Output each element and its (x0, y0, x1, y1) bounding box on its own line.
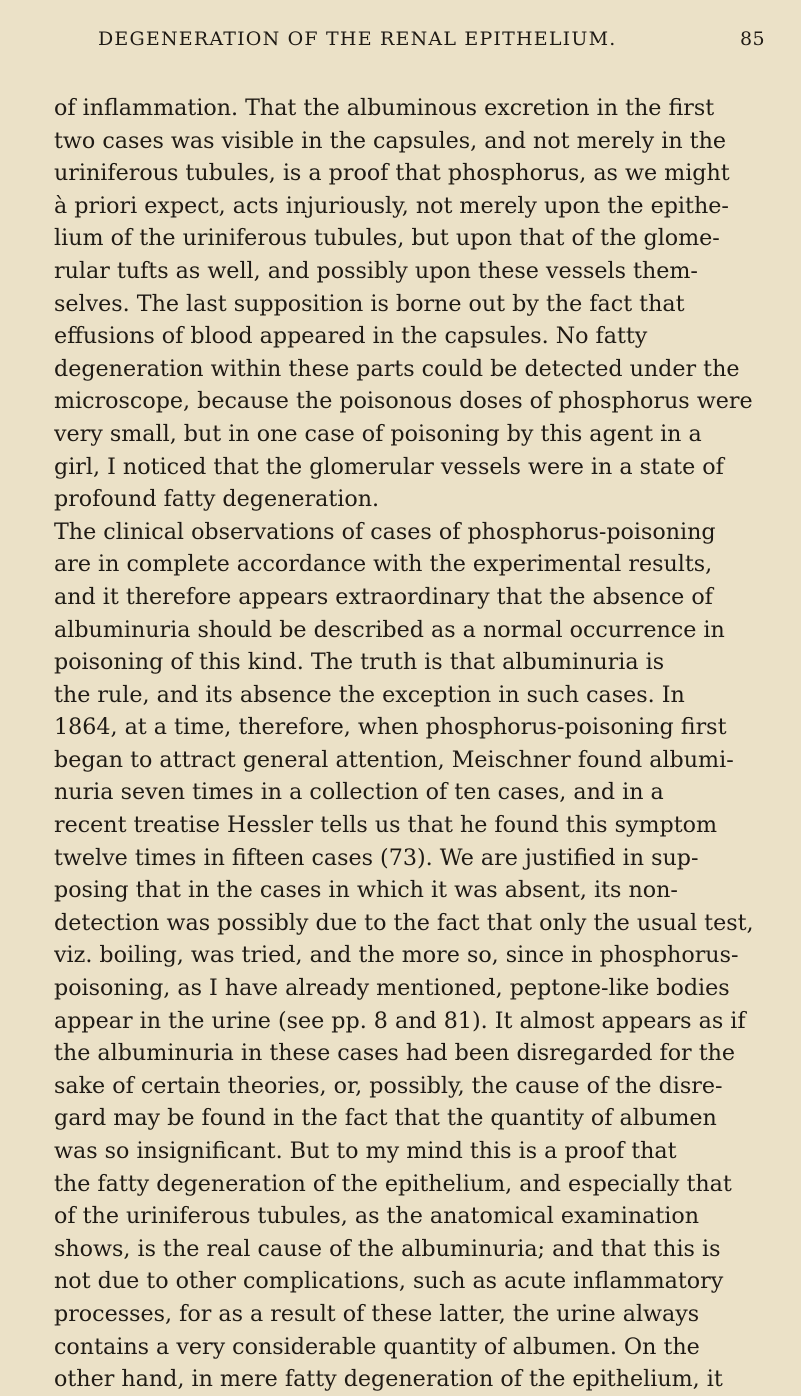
running-title: DEGENERATION OF THE RENAL EPITHELIUM. (98, 28, 617, 50)
text-line: posing that in the cases in which it was absent, its non- (54, 877, 678, 904)
text-line: recent treatise Hessler tells us that he found this symptom (54, 812, 718, 839)
text-line: nuria seven times in a collection of ten cases, and in a (54, 779, 664, 806)
text-line: two cases was visible in the capsules, and not merely in the (54, 127, 727, 154)
text-line: lium of the uriniferous tubules, but upon that of the glome- (54, 225, 720, 252)
text-line: degeneration within these parts could be detected under the (54, 355, 740, 382)
paragraph-end-line: profound fatty degeneration. (54, 486, 380, 513)
text-line: effusions of blood appeared in the capsules. No fatty (54, 323, 648, 350)
text-line: gard may be found in the fact that the quantity of albumen (54, 1105, 717, 1132)
running-head (54, 20, 767, 54)
text-line: are in complete accordance with the experimental results, (54, 551, 713, 578)
text-line: twelve times in fifteen cases (73). We are justified in sup- (54, 844, 699, 871)
body-text (54, 92, 767, 1396)
text-line: selves. The last supposition is borne out by the fact that (54, 290, 685, 317)
text-line: contains a very considerable quantity of albumen. On the (54, 1333, 700, 1360)
page-number: 85 (740, 28, 765, 50)
text-line: appear in the urine (see pp. 8 and 81). It almost appears as if (54, 1007, 746, 1034)
text-line: processes, for as a result of these latter, the urine always (54, 1300, 700, 1327)
text-line: very small, but in one case of poisoning by this agent in a (54, 420, 702, 447)
text-line: was so insignificant. But to my mind this is a proof that (54, 1138, 677, 1164)
text-line: rular tufts as well, and possibly upon these vessels them- (54, 257, 698, 284)
paragraph-start-line: The clinical observations of cases of phosphorus-poisoning (54, 518, 716, 545)
text-line: detection was possibly due to the fact that only the usual test, (54, 909, 754, 936)
text-line: shows, is the real cause of the albuminuria; and that this is (54, 1235, 721, 1262)
text-line: uriniferous tubules, is a proof that phosphorus, as we might (54, 160, 730, 187)
text-line: the fatty degeneration of the epithelium, and especially that (54, 1170, 732, 1197)
text-line: girl, I noticed that the glomerular vessels were in a state of (54, 453, 724, 480)
text-line: 1864, at a time, therefore, when phosphorus-poisoning first (54, 714, 727, 741)
text-line: not due to other complications, such as acute inflammatory (54, 1268, 724, 1295)
text-line: other hand, in mere fatty degeneration of the epithelium, it (54, 1366, 723, 1393)
text-line: à priori expect, acts injuriously, not merely upon the epithe- (54, 192, 729, 219)
text-line: of the uriniferous tubules, as the anatomical examination (54, 1203, 700, 1230)
text-line: poisoning of this kind. The truth is that albuminuria is (54, 649, 665, 676)
text-line: the albuminuria in these cases had been disregarded for the (54, 1040, 736, 1067)
text-line: microscope, because the poisonous doses of phosphorus were (54, 388, 753, 415)
text-line: sake of certain theories, or, possibly, the cause of the disre- (54, 1072, 723, 1099)
text-line: poisoning, as I have already mentioned, peptone-like bodies (54, 975, 730, 1002)
text-line: of inflammation. That the albuminous excretion in the first (54, 95, 715, 121)
text-line: the rule, and its absence the exception in such cases. In (54, 681, 685, 708)
text-line: viz. boiling, was tried, and the more so, since in phosphorus- (54, 942, 739, 969)
text-line: and it therefore appears extraordinary that the absence of (54, 583, 713, 610)
text-line: albuminuria should be described as a normal occurrence in (54, 616, 725, 643)
text-line: began to attract general attention, Meischner found albumi- (54, 746, 734, 773)
